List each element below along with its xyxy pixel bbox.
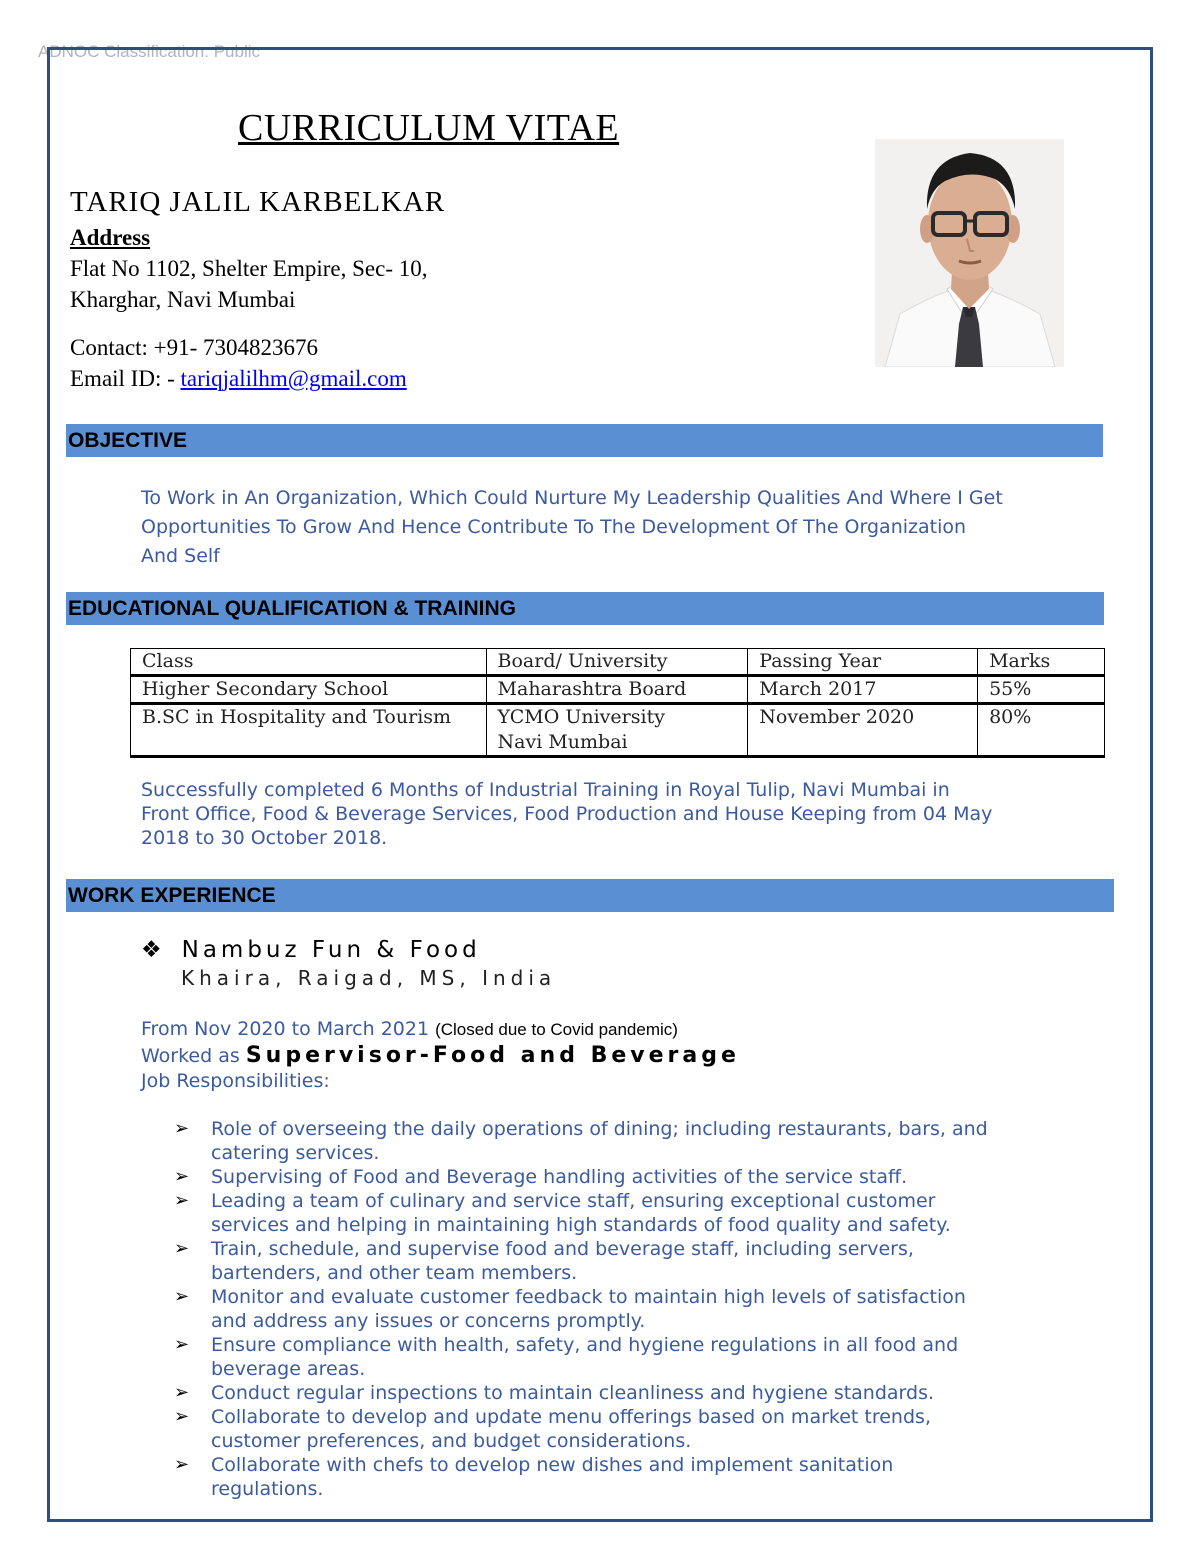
responsibilities-list [172, 1117, 1032, 1501]
list-item-line: Train, schedule, and supervise food and beverage staff, including servers, [211, 1238, 914, 1260]
company-location: Khaira, Raigad, MS, India [181, 966, 557, 990]
arrow-bullet-icon: ➢ [174, 1238, 190, 1259]
list-item-line: Collaborate with chefs to develop new dishes and implement sanitation [211, 1454, 894, 1476]
arrow-bullet-icon: ➢ [174, 1406, 190, 1427]
table-cell-line: YCMO University [497, 706, 665, 728]
company-name-text: Nambuz Fun & Food [181, 937, 481, 963]
list-item [172, 1285, 1032, 1333]
list-item-line: beverage areas. [211, 1358, 366, 1380]
table-cell: Maharashtra Board [486, 676, 748, 704]
arrow-bullet-icon: ➢ [174, 1118, 190, 1139]
list-item-line: and address any issues or concerns promptly. [211, 1310, 646, 1332]
arrow-bullet-icon: ➢ [174, 1454, 190, 1475]
list-item-line: Leading a team of culinary and service staff, ensuring exceptional customer [211, 1190, 936, 1212]
address-line-2: Kharghar, Navi Mumbai [70, 287, 296, 312]
candidate-name: TARIQ JALIL KARBELKAR [70, 186, 446, 218]
objective-text [141, 484, 1071, 571]
arrow-bullet-icon: ➢ [174, 1166, 190, 1187]
period-text: From Nov 2020 to March 2021 [141, 1018, 436, 1040]
job-title-line [141, 1043, 740, 1068]
list-item-line: Supervising of Food and Beverage handling activities of the service staff. [211, 1166, 908, 1188]
arrow-bullet-icon: ➢ [174, 1382, 190, 1403]
list-item [172, 1453, 1032, 1501]
training-text [141, 778, 1061, 850]
list-item-line: services and helping in maintaining high standards of food quality and safety. [211, 1214, 951, 1236]
email-line [70, 366, 407, 392]
arrow-bullet-icon: ➢ [174, 1334, 190, 1355]
objective-line: Opportunities To Grow And Hence Contribute To The Development Of The Organization [141, 516, 967, 538]
worked-as-label: Worked as [141, 1045, 246, 1067]
email-link[interactable]: tariqjalilhm@gmail.com [180, 366, 407, 391]
objective-line: And Self [141, 545, 220, 567]
profile-photo [875, 139, 1064, 367]
section-heading-education: EDUCATIONAL QUALIFICATION & TRAINING [66, 592, 1104, 625]
contact-number: Contact: +91- 7304823676 [70, 335, 319, 360]
list-item-line: catering services. [211, 1142, 380, 1164]
objective-line: To Work in An Organization, Which Could Nurture My Leadership Qualities And Where I Get [141, 487, 1003, 509]
section-heading-objective: OBJECTIVE [66, 424, 1103, 457]
list-item-line: regulations. [211, 1478, 324, 1500]
training-line: Successfully completed 6 Months of Industrial Training in Royal Tulip, Navi Mumbai in [141, 779, 950, 801]
page-title: CURRICULUM VITAE [238, 107, 620, 149]
table-cell [486, 704, 748, 757]
table-cell: Higher Secondary School [131, 676, 487, 704]
table-row [131, 676, 1105, 704]
employment-period [141, 1018, 678, 1040]
table-header-cell: Class [131, 649, 487, 676]
table-header-cell: Passing Year [748, 649, 978, 676]
list-item-line: bartenders, and other team members. [211, 1262, 578, 1284]
job-role: Supervisor-Food and Beverage [245, 1043, 740, 1068]
profile-photo-illustration [875, 139, 1064, 367]
table-header-cell: Marks [978, 649, 1105, 676]
list-item [172, 1165, 1032, 1189]
list-item-line: Collaborate to develop and update menu offerings based on market trends, [211, 1406, 931, 1428]
table-row [131, 704, 1105, 757]
table-header-cell: Board/ University [486, 649, 748, 676]
email-label: Email ID: - [70, 366, 181, 391]
period-note: (Closed due to Covid pandemic) [435, 1020, 678, 1039]
arrow-bullet-icon: ➢ [174, 1190, 190, 1211]
address-line-1: Flat No 1102, Shelter Empire, Sec- 10, [70, 256, 428, 281]
address-heading: Address [70, 225, 151, 250]
table-cell: November 2020 [748, 704, 978, 757]
list-item-line: Ensure compliance with health, safety, and hygiene regulations in all food and [211, 1334, 959, 1356]
table-header-row [131, 649, 1105, 676]
diamond-bullet-icon: ❖ [141, 937, 162, 963]
company-name [141, 937, 481, 963]
table-cell: March 2017 [748, 676, 978, 704]
list-item [172, 1237, 1032, 1285]
classification-label: ADNOC Classification: Public [38, 42, 261, 61]
list-item-line: customer preferences, and budget considerations. [211, 1430, 692, 1452]
table-cell-line: Navi Mumbai [497, 731, 628, 753]
responsibilities-heading: Job Responsibilities: [141, 1070, 330, 1092]
list-item [172, 1405, 1032, 1453]
list-item [172, 1189, 1032, 1237]
list-item [172, 1117, 1032, 1165]
list-item-line: Monitor and evaluate customer feedback to maintain high levels of satisfaction [211, 1286, 966, 1308]
list-item [172, 1333, 1032, 1381]
table-cell: 55% [978, 676, 1105, 704]
list-item-line: Conduct regular inspections to maintain cleanliness and hygiene standards. [211, 1382, 935, 1404]
training-line: 2018 to 30 October 2018. [141, 827, 388, 849]
arrow-bullet-icon: ➢ [174, 1286, 190, 1307]
table-cell: 80% [978, 704, 1105, 757]
section-heading-experience: WORK EXPERIENCE [66, 879, 1114, 912]
list-item [172, 1381, 1032, 1405]
education-table [130, 648, 1105, 758]
list-item-line: Role of overseeing the daily operations of dining; including restaurants, bars, and [211, 1118, 988, 1140]
table-cell: B.SC in Hospitality and Tourism [131, 704, 487, 757]
training-line: Front Office, Food & Beverage Services, Food Production and House Keeping from 04 May [141, 803, 993, 825]
